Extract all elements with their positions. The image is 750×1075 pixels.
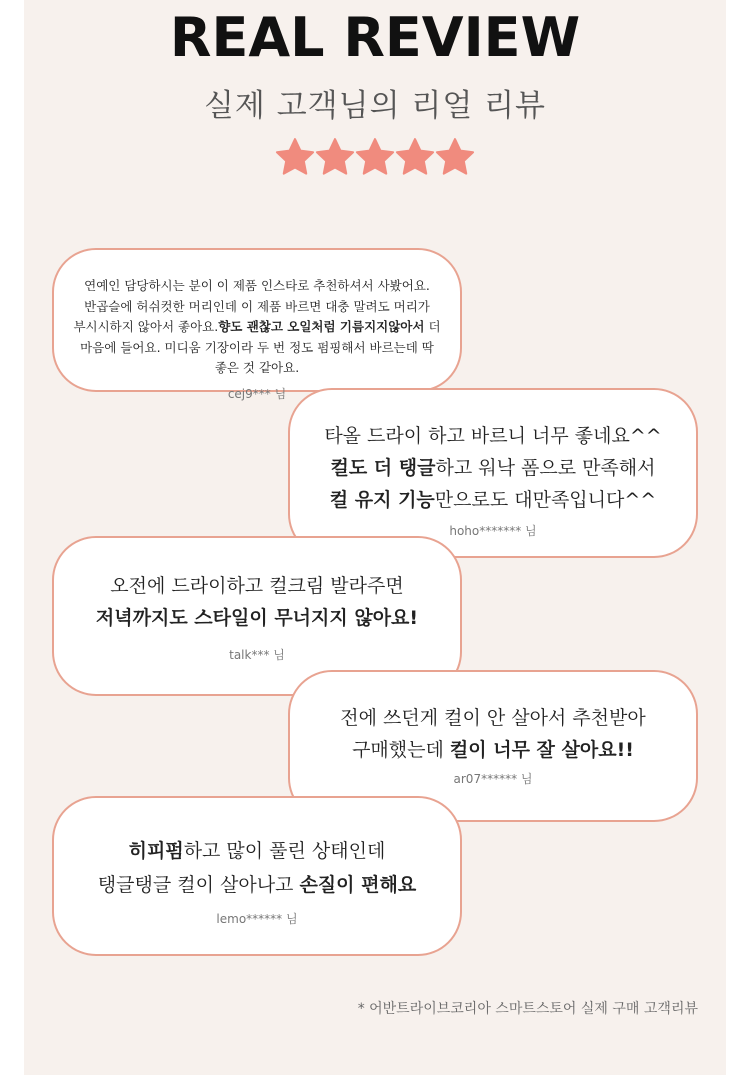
review-line [54, 297, 460, 318]
highlight-text: 저녁까지도 스타일이 무너지지 않아요! [95, 607, 419, 629]
highlight-text: 히피펌 [128, 840, 184, 862]
review-segment: 전에 쓰던게 컬이 안 살아서 추천받아 [340, 707, 646, 729]
review-author: ar07****** 님 [453, 772, 533, 786]
star-icon [393, 136, 437, 178]
review-line [54, 338, 460, 359]
star-icon [353, 136, 397, 178]
review-segment: 만으로도 대만족입니다^^ [434, 489, 657, 511]
review-text [290, 420, 696, 516]
review-segment: 더 [424, 319, 441, 334]
star-icon [273, 136, 317, 178]
review-text [290, 702, 696, 766]
star-rating [0, 136, 750, 182]
review-card [52, 796, 462, 956]
highlight-text: 손질이 편해요 [299, 874, 417, 896]
review-segment: 반곱슬에 허쉬컷한 머리인데 이 제품 바르면 대충 말려도 머리가 [84, 298, 430, 314]
review-line [54, 358, 460, 379]
review-line [290, 734, 696, 766]
review-segment: 부시시하지 않아서 좋아요. [73, 319, 219, 334]
review-segment: 오전에 드라이하고 컬크림 발라주면 [110, 575, 404, 597]
review-line [290, 452, 696, 484]
review-line [54, 276, 460, 297]
review-segment: 마음에 들어요. 미디움 기장이라 두 번 정도 펌핑해서 바르는데 딱 [80, 339, 434, 355]
highlight-text: 컬 유지 기능 [329, 489, 435, 511]
highlight-text: 컬이 너무 잘 살아요!! [449, 739, 634, 761]
page-title: REAL REVIEW [169, 6, 581, 69]
review-text [54, 276, 460, 379]
review-author: talk*** 님 [229, 648, 285, 662]
star-icon [313, 136, 357, 178]
review-line [54, 317, 460, 338]
review-segment: 하고 많이 풀린 상태인데 [183, 840, 386, 862]
review-line [290, 420, 696, 452]
review-card [52, 248, 462, 401]
review-segment: 타올 드라이 하고 바르니 너무 좋네요^^ [324, 425, 662, 447]
star-icon [433, 136, 477, 178]
review-card [288, 388, 698, 558]
review-text [54, 834, 460, 902]
review-line [290, 702, 696, 734]
review-line [54, 868, 460, 902]
review-text [54, 570, 460, 634]
review-author: lemo****** 님 [216, 912, 298, 926]
review-line [54, 834, 460, 868]
review-segment: 좋은 것 같아요. [214, 360, 300, 375]
review-segment: 하고 워낙 폼으로 만족해서 [435, 457, 656, 479]
source-footnote: * 어반트라이브코리아 스마트스토어 실제 구매 고객리뷰 [357, 1001, 698, 1017]
review-segment: 연예인 담당하시는 분이 이 제품 인스타로 추천하셔서 사봤어요. [84, 278, 430, 293]
review-line [290, 484, 696, 516]
highlight-text: 컬도 더 탱글 [330, 457, 436, 479]
review-author: cej9*** 님 [227, 386, 287, 401]
review-line [54, 570, 460, 602]
page-subtitle: 실제 고객님의 리얼 리뷰 [203, 88, 547, 124]
review-line [54, 602, 460, 634]
review-author: hoho******* 님 [449, 524, 537, 538]
review-segment: 구매했는데 [352, 739, 450, 761]
review-segment: 탱글탱글 컬이 살아나고 [97, 874, 300, 896]
highlight-text: 향도 괜찮고 오일처럼 기름지지않아서 [218, 319, 425, 334]
